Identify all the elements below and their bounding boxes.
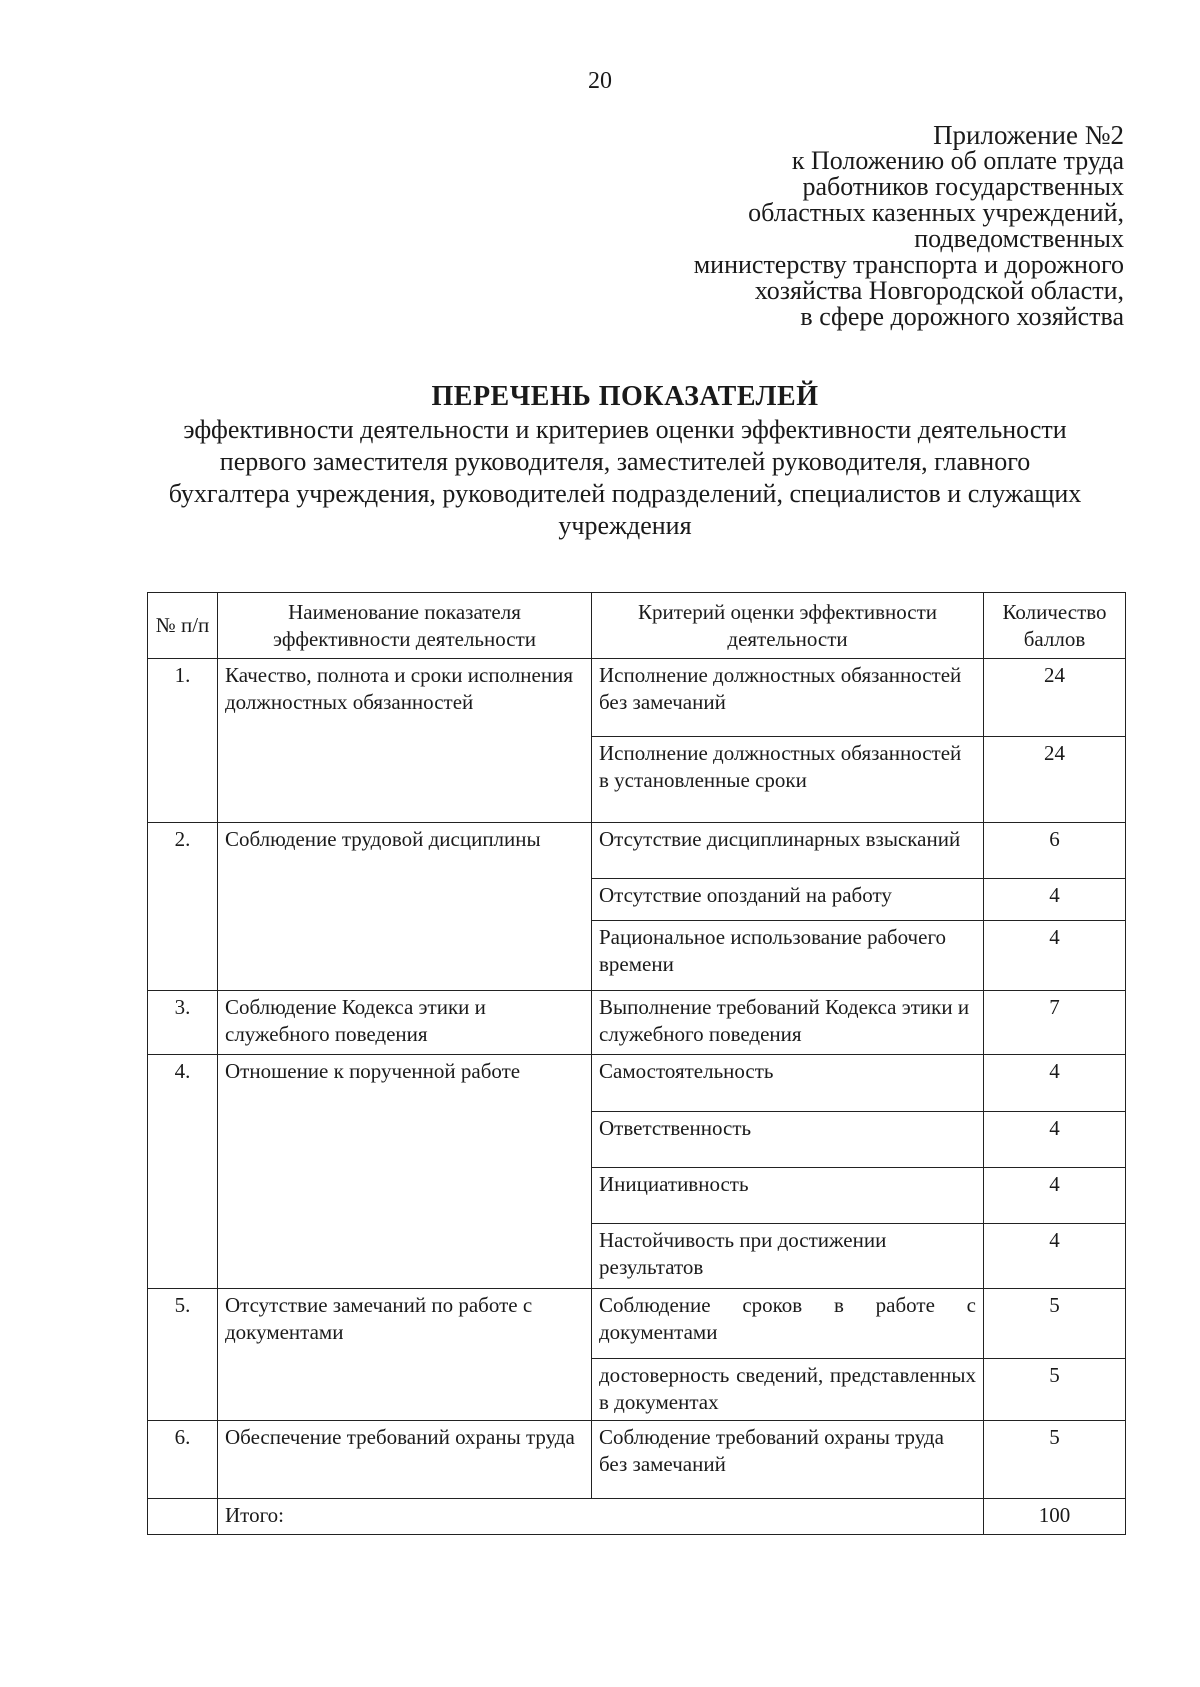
document-subtitle-line: эффективности деятельности и критериев оценки эффективности деятельности xyxy=(183,415,1067,444)
table-header-row xyxy=(148,593,1126,659)
row-num: 4. xyxy=(148,1055,218,1289)
points: 4 xyxy=(984,921,1126,991)
table-row xyxy=(148,659,1126,737)
appendix-line: областных казенных учреждений, xyxy=(748,198,1124,227)
indicator-name: Соблюдение Кодекса этики и служебного поведения xyxy=(218,991,592,1055)
header-indicator-name: Наименование показателя эффективности деятельности xyxy=(218,593,592,659)
appendix-line: подведомственных xyxy=(914,224,1124,253)
table-row xyxy=(148,1055,1126,1112)
points: 5 xyxy=(984,1289,1126,1359)
page-number: 20 xyxy=(588,68,612,94)
points: 4 xyxy=(984,1112,1126,1168)
header-points: Количество баллов xyxy=(984,593,1126,659)
criterion: Выполнение требований Кодекса этики и служебного поведения xyxy=(592,991,984,1055)
criterion: Ответственность xyxy=(592,1112,984,1168)
row-num: 5. xyxy=(148,1289,218,1421)
points: 5 xyxy=(984,1421,1126,1499)
row-num: 3. xyxy=(148,991,218,1055)
document-title-block xyxy=(110,380,1140,542)
indicator-name: Отношение к порученной работе xyxy=(218,1055,592,1289)
table-row xyxy=(148,991,1126,1055)
criterion: Соблюдение требований охраны труда без замечаний xyxy=(592,1421,984,1499)
criterion: Отсутствие опозданий на работу xyxy=(592,879,984,921)
criterion: Настойчивость при достижении результатов xyxy=(592,1224,984,1289)
criterion: Исполнение должностных обязанностей в установленные сроки xyxy=(592,737,984,823)
indicator-name: Отсутствие замечаний по работе с документами xyxy=(218,1289,592,1421)
points: 7 xyxy=(984,991,1126,1055)
appendix-line: к Положению об оплате труда xyxy=(791,146,1124,175)
indicators-table xyxy=(147,592,1126,1535)
header-criterion: Критерий оценки эффективности деятельности xyxy=(592,593,984,659)
appendix-title: Приложение №2 xyxy=(933,120,1124,150)
points: 4 xyxy=(984,1168,1126,1224)
points: 24 xyxy=(984,737,1126,823)
criterion: Самостоятельность xyxy=(592,1055,984,1112)
points: 4 xyxy=(984,1055,1126,1112)
criterion: Отсутствие дисциплинарных взысканий xyxy=(592,823,984,879)
criterion: достоверность сведений, представленных в документах xyxy=(592,1359,984,1421)
row-num: 1. xyxy=(148,659,218,823)
appendix-line: в сфере дорожного хозяйства xyxy=(800,302,1124,331)
document-subtitle-line: первого заместителя руководителя, заместителей руководителя, главного xyxy=(219,447,1031,476)
appendix-line: хозяйства Новгородской области, xyxy=(754,276,1124,305)
points: 4 xyxy=(984,1224,1126,1289)
appendix-reference xyxy=(504,122,1124,330)
total-label: Итого: xyxy=(218,1499,984,1535)
appendix-line: министерству транспорта и дорожного xyxy=(693,250,1124,279)
indicator-name: Соблюдение трудовой дисциплины xyxy=(218,823,592,991)
points: 24 xyxy=(984,659,1126,737)
total-points: 100 xyxy=(984,1499,1126,1535)
indicator-name: Обеспечение требований охраны труда xyxy=(218,1421,592,1499)
criterion: Инициативность xyxy=(592,1168,984,1224)
row-num: 6. xyxy=(148,1421,218,1499)
appendix-line: работников государственных xyxy=(802,172,1124,201)
points: 5 xyxy=(984,1359,1126,1421)
table-row xyxy=(148,823,1126,879)
header-num: № п/п xyxy=(148,593,218,659)
document-subtitle-line: учреждения xyxy=(558,511,692,540)
criterion: Исполнение должностных обязанностей без замечаний xyxy=(592,659,984,737)
total-row xyxy=(148,1499,1126,1535)
total-num-cell xyxy=(148,1499,218,1535)
points: 4 xyxy=(984,879,1126,921)
document-title: ПЕРЕЧЕНЬ ПОКАЗАТЕЛЕЙ xyxy=(431,381,819,412)
points: 6 xyxy=(984,823,1126,879)
table-row xyxy=(148,1289,1126,1359)
table-row xyxy=(148,1421,1126,1499)
criterion: Соблюдение сроков в работе с документами xyxy=(592,1289,984,1359)
indicator-name: Качество, полнота и сроки исполнения должностных обязанностей xyxy=(218,659,592,823)
document-subtitle-line: бухгалтера учреждения, руководителей подразделений, специалистов и служащих xyxy=(168,479,1082,508)
row-num: 2. xyxy=(148,823,218,991)
criterion: Рациональное использование рабочего времени xyxy=(592,921,984,991)
